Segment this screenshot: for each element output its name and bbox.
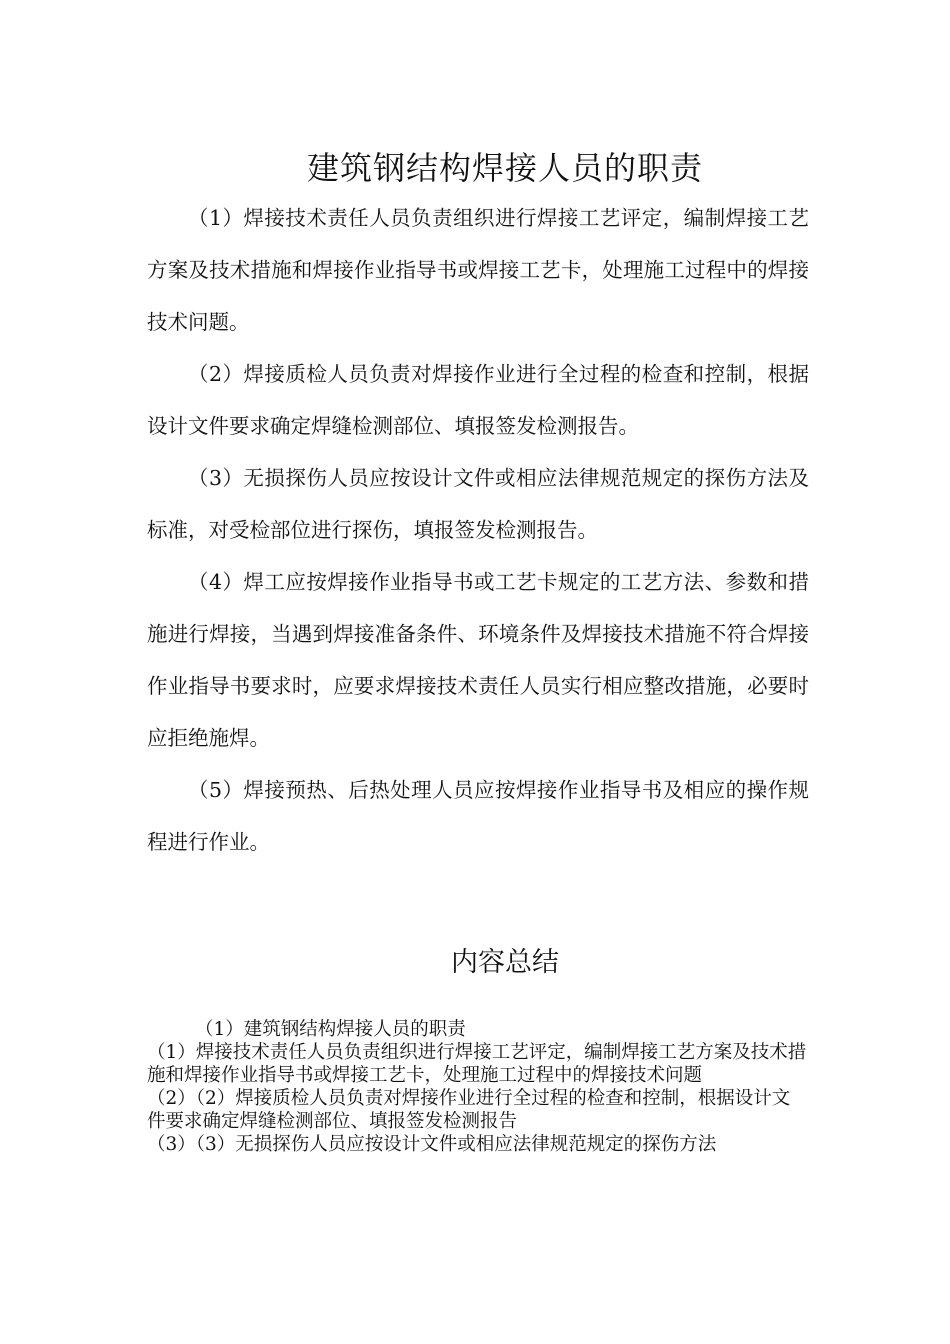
summary-heading: （1）建筑钢结构焊接人员的职责 [195,1019,466,1040]
paragraph-5: （5）焊接预热、后热处理人员应按焊接作业指导书及相应的操作规程进行作业。 [147,778,809,854]
document-title: 建筑钢结构焊接人员的职责 [306,149,703,188]
summary-item-1: （1）焊接技术责任人员负责组织进行焊接工艺评定，编制焊接工艺方案及技术措施和焊接作业指导书或焊接工艺卡，处理施工过程中的焊接技术问题 [147,1042,807,1086]
paragraph-2: （2）焊接质检人员负责对焊接作业进行全过程的检查和控制，根据设计文件要求确定焊缝检测部位、填报签发检测报告。 [147,362,809,438]
summary-item-3: （3）（3）无损探伤人员应按设计文件或相应法律规范规定的探伤方法 [147,1134,717,1155]
summary-item-2: （2）（2）焊接质检人员负责对焊接作业进行全过程的检查和控制，根据设计文件要求确定焊缝检测部位、填报签发检测报告 [147,1088,791,1132]
paragraph-3: （3）无损探伤人员应按设计文件或相应法律规范规定的探伤方法及标准，对受检部位进行探伤，填报签发检测报告。 [147,466,809,542]
summary-title: 内容总结 [451,947,559,979]
summary-section [147,1018,807,1156]
paragraph-1: （1）焊接技术责任人员负责组织进行焊接工艺评定，编制焊接工艺方案及技术措施和焊接作业指导书或焊接工艺卡，处理施工过程中的焊接技术问题。 [147,206,809,334]
paragraph-4: （4）焊工应按焊接作业指导书或工艺卡规定的工艺方法、参数和措施进行焊接，当遇到焊接准备条件、环境条件及焊接技术措施不符合焊接作业指导书要求时，应要求焊接技术责任人员实行相应整改措施，必要时应拒绝施焊。 [147,570,809,750]
document-body [147,192,809,868]
